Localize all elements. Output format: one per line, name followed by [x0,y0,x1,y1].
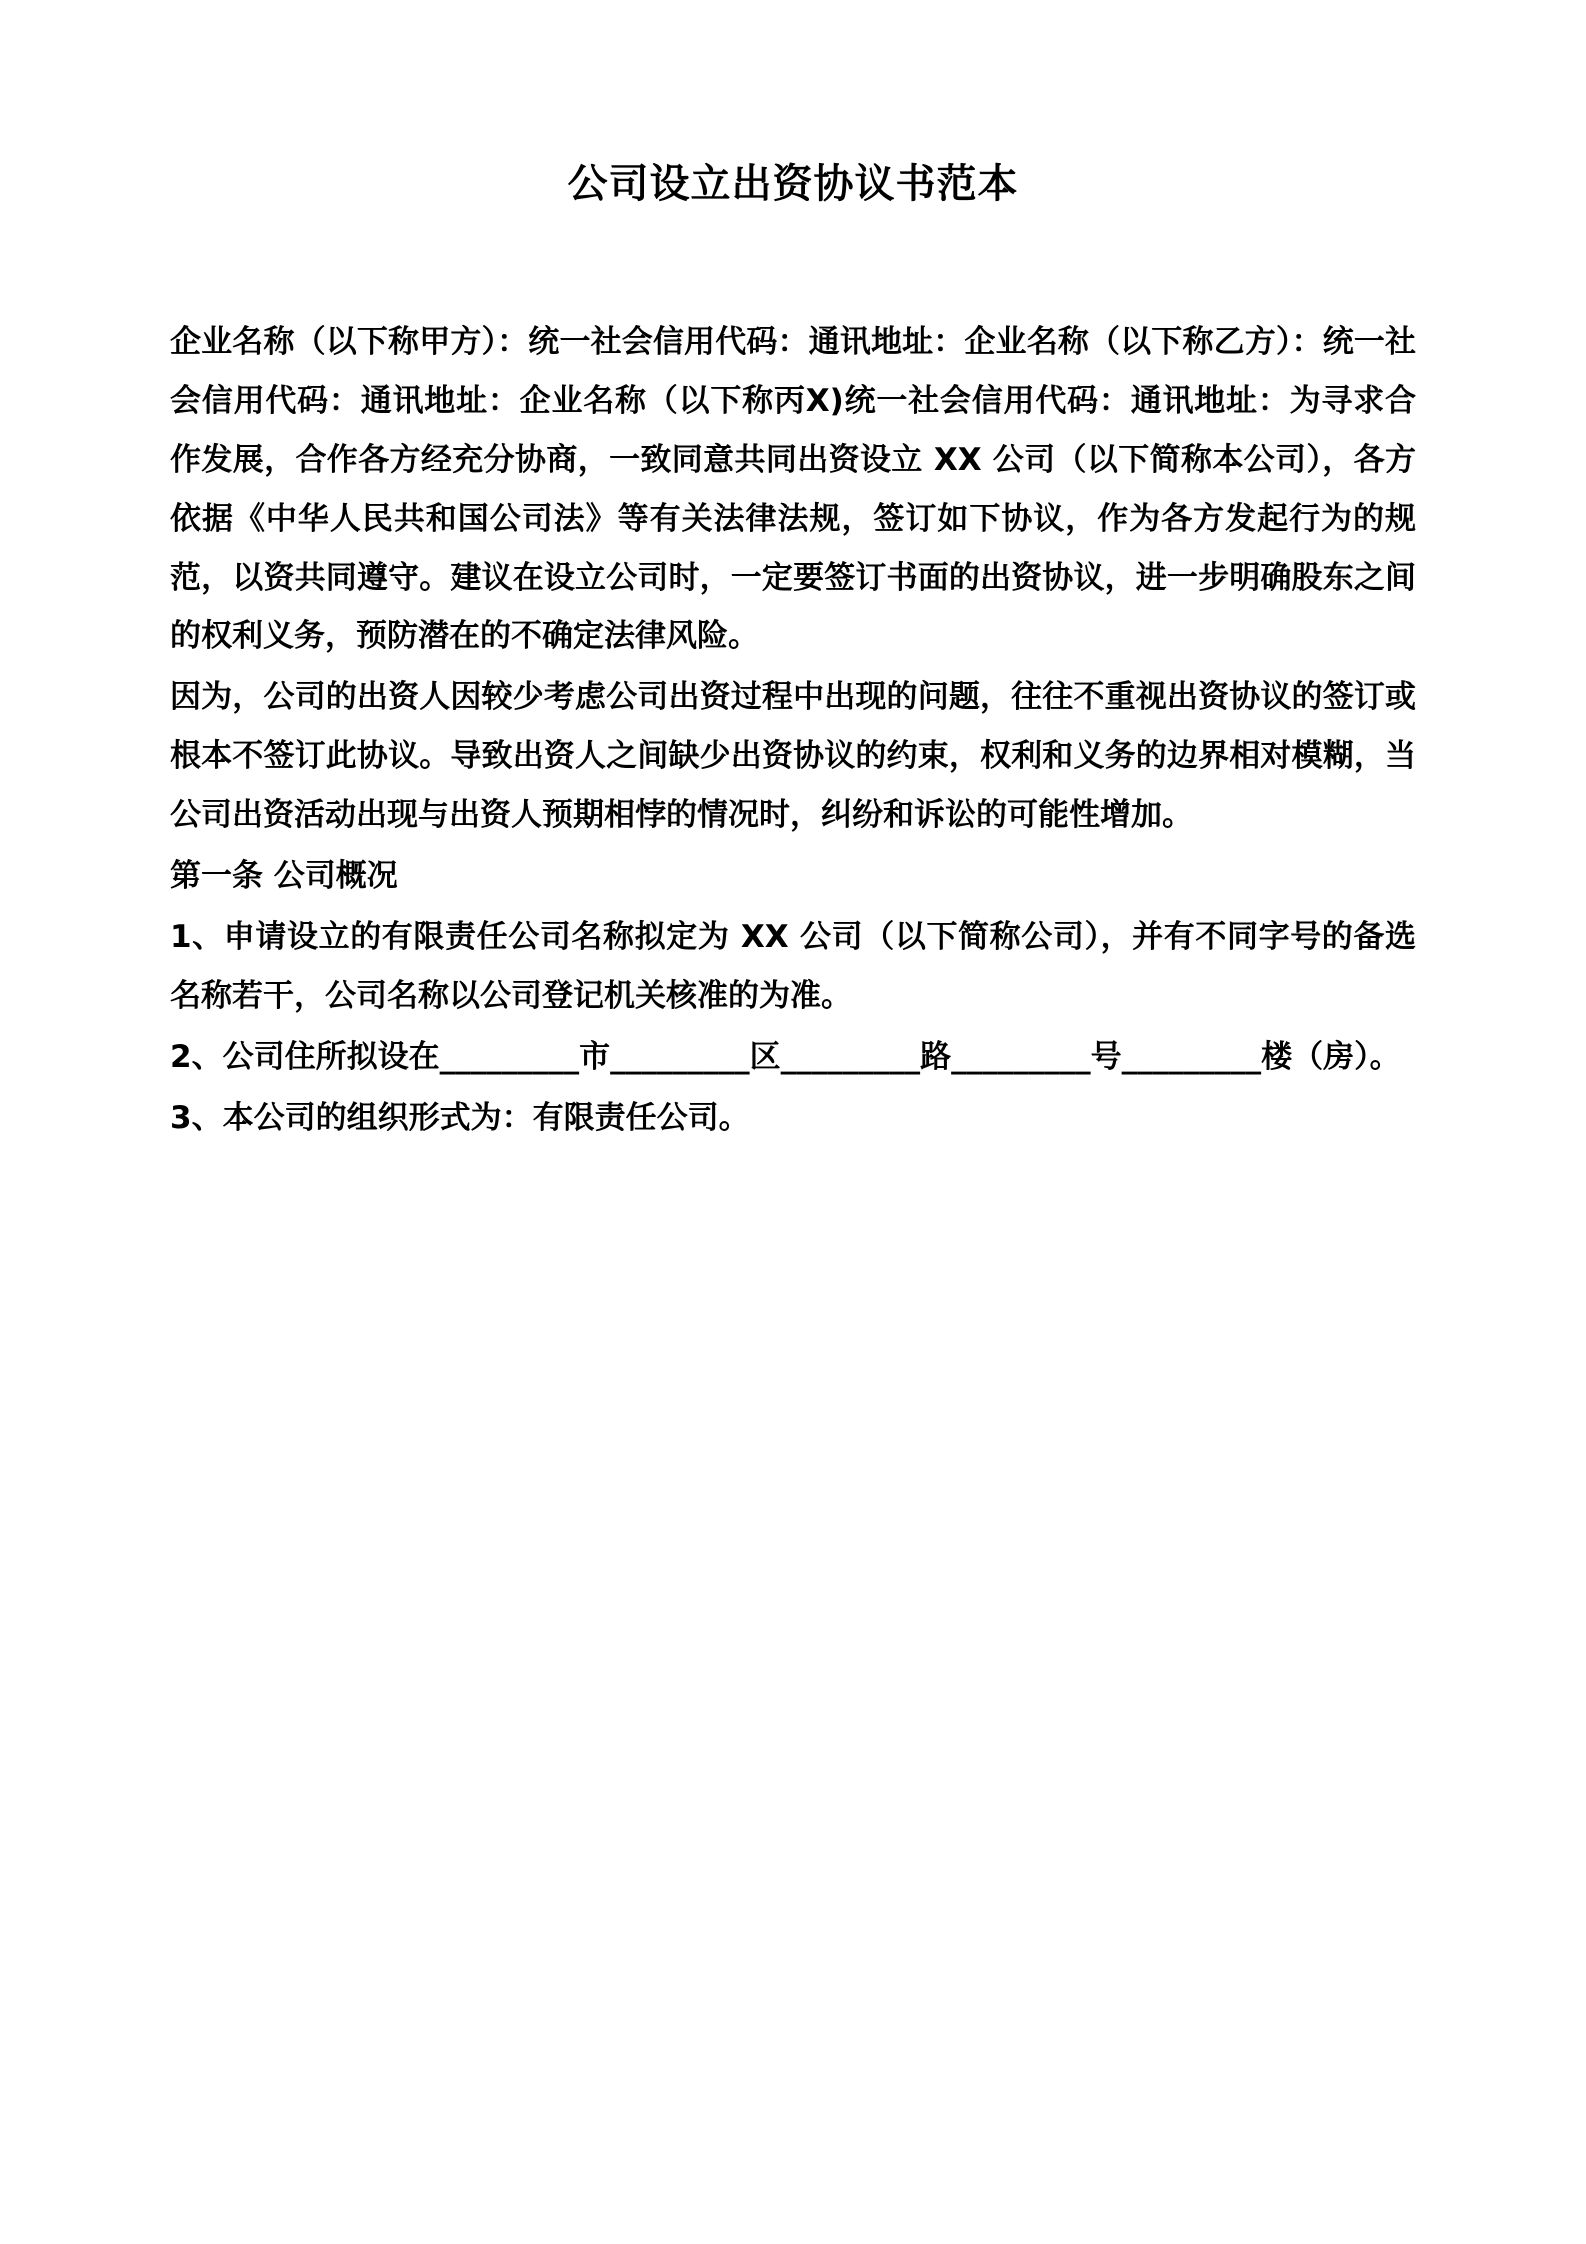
document-title: 公司设立出资协议书范本 [567,161,1019,207]
section-heading-article-1: 第一条 公司概况 [170,858,398,895]
paragraph-clause-1: 1、申请设立的有限责任公司名称拟定为 XX 公司（以下简称公司），并有不同字号的备选名称若干，公司名称以公司登记机关核准的为准。 [170,918,1416,1014]
paragraph-rationale: 因为，公司的出资人因较少考虑公司出资过程中出现的问题，往往不重视出资协议的签订或根本不签订此协议。导致出资人之间缺少出资协议的约束，权利和义务的边界相对模糊，当公司出资活动出现与出资人预期相悖的情况时，纠纷和诉讼的可能性增加。 [170,679,1416,834]
paragraph-clause-3: 3、本公司的组织形式为：有限责任公司。 [170,1099,750,1136]
paragraph-parties-intro: 企业名称（以下称甲方）：统一社会信用代码：通讯地址：企业名称（以下称乙方）：统一社会信用代码：通讯地址：企业名称（以下称丙X)统一社会信用代码：通讯地址：为寻求合作发展，合作各方经充分协商，一致同意共同出资设立 XX 公司（以下简称本公司），各方依据《中华人民共和国公司法》等有关法律法规，签订如下协议，作为各方发起行为的规范，以资共同遵守。建议在设立公司时，一定要签订书面的出资协议，进一步明确股东之间的权利义务，预防潜在的不确定法律风险。 [170,324,1416,655]
paragraph-clause-2: 2、公司住所拟设在_________市_________区_________路_________号_________楼（房）。 [170,1038,1401,1075]
